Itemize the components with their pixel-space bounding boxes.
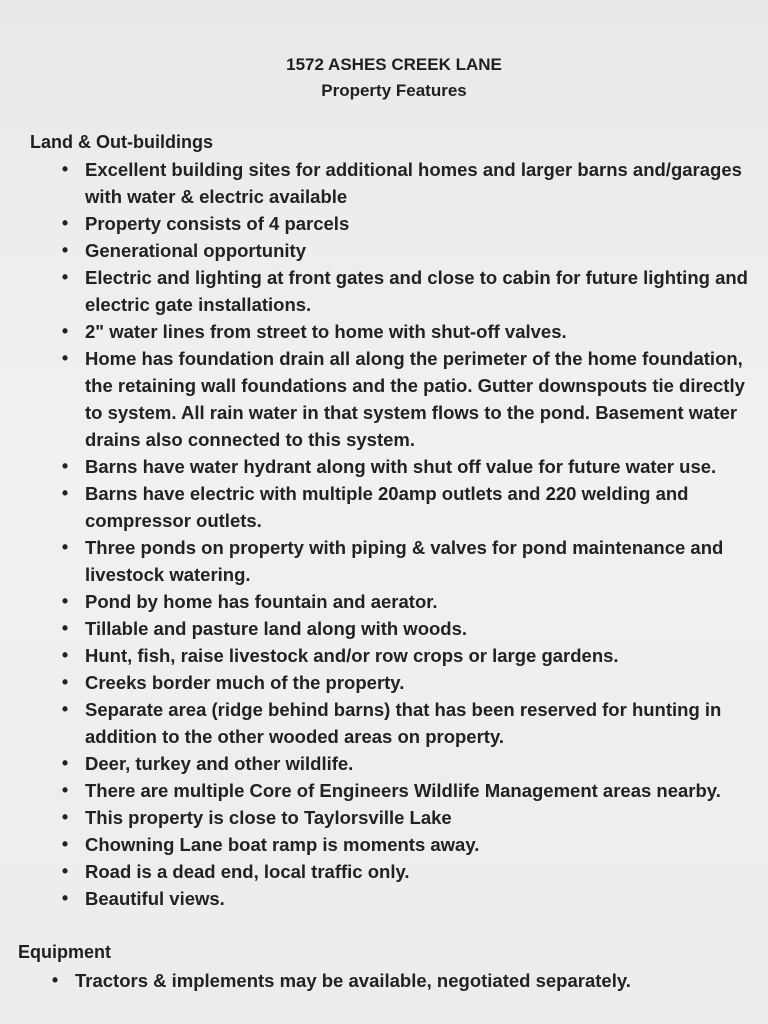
- list-item: [61, 750, 755, 777]
- bullet-icon: •: [61, 672, 69, 692]
- feature-text: Tillable and pasture land along with woods.: [85, 618, 468, 639]
- bullet-icon: •: [61, 456, 69, 476]
- list-item: [61, 264, 755, 318]
- document-header: [0, 52, 768, 104]
- feature-text: Barns have electric with multiple 20amp outlets and 220 welding and compressor outlets.: [85, 483, 689, 531]
- bullet-icon: •: [61, 834, 69, 854]
- feature-text: Barns have water hydrant along with shut off value for future water use.: [85, 456, 717, 477]
- list-item: [61, 642, 755, 669]
- feature-text: Electric and lighting at front gates and close to cabin for future lighting and electric gate installations.: [85, 267, 748, 315]
- bullet-icon: •: [61, 699, 69, 719]
- list-item: [61, 615, 755, 642]
- bullet-icon: •: [61, 240, 69, 260]
- bullet-icon: •: [61, 537, 69, 557]
- feature-text: Deer, turkey and other wildlife.: [85, 753, 354, 774]
- list-item: [61, 831, 755, 858]
- feature-text: Beautiful views.: [85, 888, 225, 909]
- bullet-icon: •: [61, 321, 69, 341]
- list-item: [61, 237, 755, 264]
- land-features-list: [61, 156, 755, 912]
- list-item: [61, 318, 755, 345]
- bullet-icon: •: [61, 753, 69, 773]
- feature-text: Chowning Lane boat ramp is moments away.: [85, 834, 480, 855]
- bullet-icon: •: [61, 348, 69, 368]
- bullet-icon: •: [61, 591, 69, 611]
- equipment-list: [51, 967, 745, 994]
- feature-text: Road is a dead end, local traffic only.: [85, 861, 410, 882]
- list-item: [61, 588, 755, 615]
- bullet-icon: •: [61, 807, 69, 827]
- bullet-icon: •: [61, 483, 69, 503]
- list-item: [61, 777, 755, 804]
- list-item: [61, 669, 755, 696]
- list-item: [61, 480, 755, 534]
- feature-text: Creeks border much of the property.: [85, 672, 405, 693]
- document-title: Property Features: [321, 81, 467, 100]
- feature-text: Pond by home has fountain and aerator.: [85, 591, 438, 612]
- list-item: [61, 345, 755, 453]
- feature-text: Home has foundation drain all along the perimeter of the home foundation, the retaining wall foundations and the patio. Gutter downspouts tie directly to system. All rain water in that system flows to the pond. Basement water drains also connected to this system.: [85, 348, 745, 450]
- bullet-icon: •: [61, 780, 69, 800]
- feature-text: Excellent building sites for additional homes and larger barns and/garages with water & electric available: [85, 159, 742, 207]
- bullet-icon: •: [61, 888, 69, 908]
- bullet-icon: •: [51, 970, 59, 990]
- feature-text: Separate area (ridge behind barns) that has been reserved for hunting in addition to the other wooded areas on property.: [85, 699, 722, 747]
- feature-text: There are multiple Core of Engineers Wildlife Management areas nearby.: [85, 780, 721, 801]
- feature-text: This property is close to Taylorsville Lake: [85, 807, 452, 828]
- bullet-icon: •: [61, 618, 69, 638]
- feature-text: 2" water lines from street to home with shut-off valves.: [85, 321, 567, 342]
- list-item: [61, 453, 755, 480]
- list-item: [61, 885, 755, 912]
- feature-text: Three ponds on property with piping & valves for pond maintenance and livestock watering.: [85, 537, 724, 585]
- bullet-icon: •: [61, 159, 69, 179]
- equipment-section-title: Equipment: [18, 942, 111, 962]
- equipment-text: Tractors & implements may be available, negotiated separately.: [75, 970, 631, 991]
- list-item: [61, 858, 755, 885]
- list-item: [61, 534, 755, 588]
- bullet-icon: •: [61, 213, 69, 233]
- feature-text: Generational opportunity: [85, 240, 306, 261]
- feature-text: Property consists of 4 parcels: [85, 213, 350, 234]
- bullet-icon: •: [61, 267, 69, 287]
- list-item: [51, 967, 745, 994]
- list-item: [61, 696, 755, 750]
- list-item: [61, 210, 755, 237]
- bullet-icon: •: [61, 645, 69, 665]
- bullet-icon: •: [61, 861, 69, 881]
- feature-text: Hunt, fish, raise livestock and/or row crops or large gardens.: [85, 645, 619, 666]
- land-section-title: Land & Out-buildings: [30, 132, 213, 152]
- property-address: 1572 ASHES CREEK LANE: [286, 55, 502, 74]
- list-item: [61, 156, 755, 210]
- list-item: [61, 804, 755, 831]
